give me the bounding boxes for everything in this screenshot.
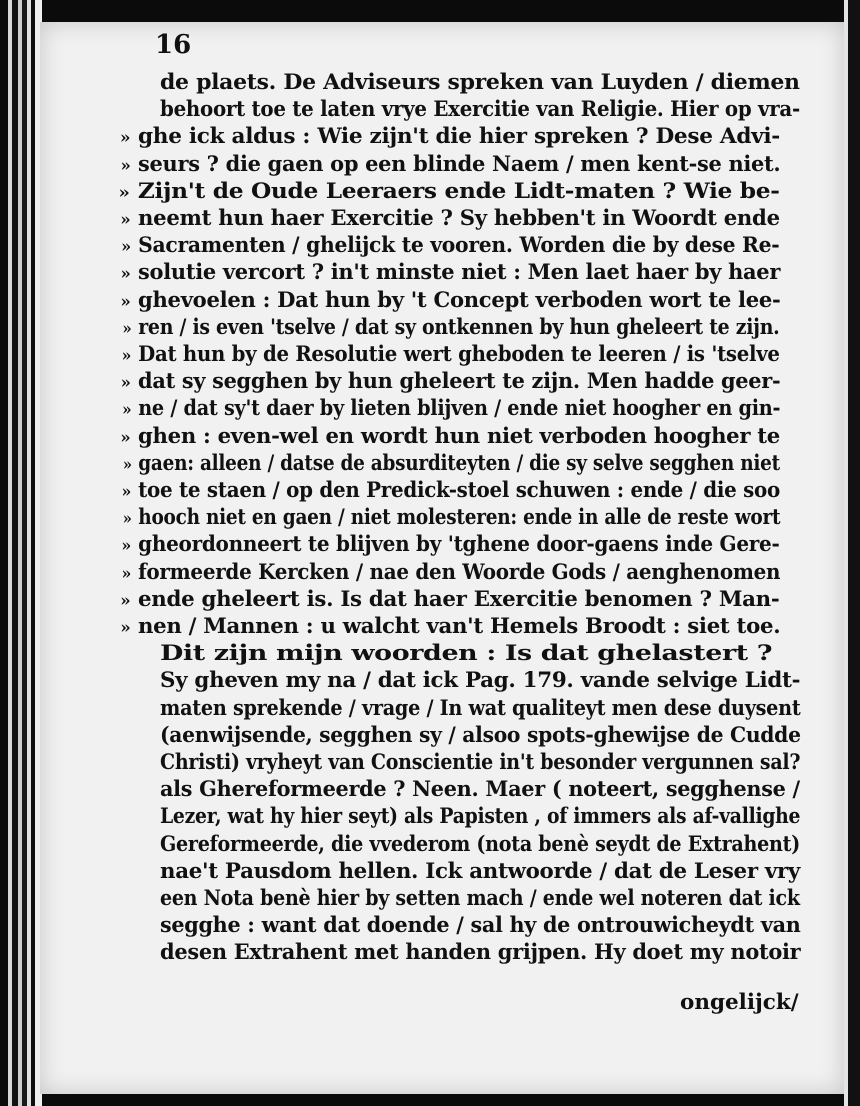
line-text: hooch niet en gaen / niet molesteren: ende in alle de reste wort	[138, 505, 781, 531]
text-line	[121, 342, 780, 369]
line-text: een Nota benè hier by setten mach / ende wel noteren dat ick	[160, 886, 800, 911]
quote-marker: »	[122, 454, 132, 475]
text-line	[121, 233, 780, 260]
catchword: ongelijck/	[680, 990, 799, 1015]
quote-marker: »	[120, 291, 131, 312]
text-line	[120, 260, 781, 287]
text-line	[121, 478, 780, 505]
text-line	[160, 832, 800, 859]
text-line	[120, 287, 781, 315]
text-line	[160, 913, 801, 940]
quote-marker: »	[120, 618, 131, 638]
line-text: Zijn't de Oude Leeraers ende Lidt-maten ? Wie be-	[137, 178, 780, 204]
line-text: dat sy segghen by hun gheleert te zijn. Men hadde geer-	[138, 369, 781, 395]
line-text: nae't Pausdom hellen. Ick antwoorde / dat de Leser vry	[160, 858, 801, 884]
text-line	[120, 586, 780, 614]
line-text: ghevoelen : Dat hun by 't Concept verboden wort te lee-	[138, 287, 781, 313]
text-line	[121, 559, 781, 587]
line-text: als Ghereformeerde ? Neen. Maer ( noteert, segghense /	[160, 777, 800, 803]
quote-marker: »	[120, 590, 131, 611]
text-line	[160, 804, 800, 831]
line-text: neemt hun haer Exercitie ? Sy hebben't in Woordt ende	[138, 206, 780, 231]
text-line	[120, 206, 780, 233]
quote-marker: »	[121, 346, 132, 366]
line-text: (aenwijsende, segghen sy / alsoo spots-ghewijse de Cudde	[160, 722, 801, 748]
text-line	[122, 396, 781, 423]
text-line	[120, 423, 780, 451]
quote-marker: »	[120, 264, 131, 285]
line-text: ghe ick aldus : Wie zijn't die hier spreken ? Dese Advi-	[137, 124, 780, 150]
line-text: formeerde Kercken / nae den Woorde Gods / aenghenomen	[138, 559, 781, 585]
quote-marker: »	[118, 182, 130, 203]
line-text: ghen : even-wel en wordt hun niet verboden hoogher te	[138, 423, 780, 449]
quote-marker: »	[122, 400, 132, 421]
page-right-edge	[844, 0, 860, 1106]
text-line	[122, 314, 780, 342]
text-line	[120, 151, 781, 179]
line-text: behoort toe te laten vrye Exercitie van Religie. Hier op vra-	[160, 97, 800, 123]
text-line	[160, 97, 800, 124]
line-text: de plaets. De Adviseurs spreken van Luyden / diemen	[160, 70, 800, 95]
line-text: ne / dat sy't daer by lieten blijven / ende niet hoogher en gin-	[138, 396, 781, 422]
line-text: Dat hun by de Resolutie wert gheboden te leeren / is 'tselve	[138, 342, 780, 367]
line-text: desen Extrahent met handen grijpen. Hy doet my notoir	[160, 940, 801, 966]
text-line	[118, 178, 780, 206]
quote-marker: »	[120, 155, 131, 176]
line-text: gheordonneert te blijven by 'tghene door-gaens inde Gere-	[138, 532, 780, 558]
line-text: maten sprekende / vrage / In wat qualiteyt men dese duysent	[160, 695, 801, 721]
text-line	[160, 696, 800, 723]
quote-marker: »	[121, 237, 131, 258]
line-text: ende gheleert is. Is dat haer Exercitie benomen ? Man-	[138, 586, 780, 612]
line-text: solutie vercort ? in't minste niet : Men laet haer by haer	[138, 260, 781, 286]
page-number: 16	[155, 30, 192, 60]
line-text: ren / is even 'tselve / dat sy ontkennen by hun gheleert te zijn.	[138, 314, 780, 340]
line-text: Sy gheven my na / dat ick Pag. 179. vande selvige Lidt-	[160, 668, 801, 694]
text-line	[160, 940, 800, 967]
line-text: seurs ? die gaen op een blinde Naem / men kent-se niet.	[138, 151, 781, 177]
line-text: Christi) vryheyt van Conscientie in't besonder vergunnen sal?	[160, 750, 801, 775]
quote-marker: »	[120, 210, 131, 230]
quote-marker: »	[121, 563, 132, 584]
book-gutter	[0, 0, 42, 1106]
text-line	[160, 70, 800, 97]
text-line	[119, 124, 780, 151]
quote-marker: »	[120, 373, 131, 394]
quote-marker: »	[121, 536, 132, 557]
text-line	[160, 886, 800, 913]
quote-marker: »	[122, 318, 132, 339]
text-line	[160, 750, 800, 777]
line-text: toe te staen / op den Predick-stoel schuwen : ende / die soo	[138, 478, 780, 503]
line-text: nen / Mannen : u walcht van't Hemels Broodt : siet toe.	[138, 614, 781, 639]
text-line	[160, 859, 800, 886]
line-text: Lezer, wat hy hier seyt) als Papisten , of immers als af-vallighe	[160, 804, 801, 830]
line-text: Dit zijn mijn woorden : Is dat ghelastert ?	[160, 641, 773, 667]
text-line	[120, 614, 781, 641]
text-line	[160, 668, 800, 695]
text-line	[122, 450, 780, 478]
text-line	[160, 723, 801, 750]
text-line	[122, 505, 781, 532]
quote-marker: »	[122, 509, 132, 530]
line-text: gaen: alleen / datse de absurditeyten / die sy selve segghen niet	[138, 450, 780, 476]
text-line	[120, 369, 781, 396]
line-text: segghe : want dat doende / sal hy de ontrouwicheydt van	[160, 913, 801, 939]
quote-marker: »	[119, 128, 131, 149]
text-line	[160, 641, 772, 668]
line-text: Sacramenten / ghelijck te vooren. Worden die by dese Re-	[138, 233, 780, 259]
text-line	[121, 532, 780, 559]
text-line	[160, 777, 800, 804]
quote-marker: »	[120, 427, 131, 448]
quote-marker: »	[121, 482, 132, 502]
line-text: Gereformeerde, die vvederom (nota benè seydt de Extrahent)	[160, 831, 800, 857]
